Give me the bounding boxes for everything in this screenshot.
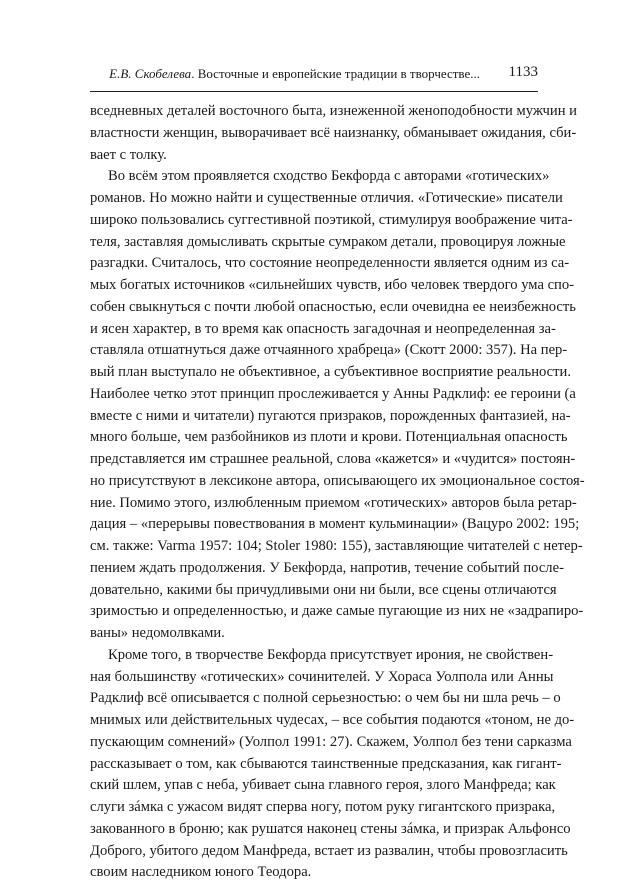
text-line: рассказывает о том, как сбываются таинственные предсказания, как гигант- — [90, 755, 562, 772]
text-line: Наиболее четко этот принцип прослеживается у Анны Радклиф: ее героини (а — [90, 385, 576, 402]
author-name: Е.В. Скобелева — [109, 66, 192, 81]
text-line: слуги зáмка с ужасом видят сперва ногу, потом руку гигантского призрака, — [90, 799, 556, 815]
text-line: вместе с ними и читатели) пугаются призраков, порожденных фантазией, на- — [90, 407, 571, 424]
paragraph — [90, 645, 575, 884]
text-line: романов. Но можно найти и существенные отличия. «Готические» писатели — [90, 190, 563, 206]
text-line: собен свыкнуться с почти любой опасностью, если очевидна ее неизбежность — [90, 298, 576, 315]
header-rule — [90, 91, 538, 92]
text-line: довательно, какими бы причудливыми они ни были, все сцены отличаются — [90, 581, 557, 598]
page-number: 1133 — [508, 64, 538, 80]
article-title: . Восточные и европейские традиции в творчестве... — [191, 66, 480, 81]
body-text — [90, 101, 585, 884]
running-header-title — [109, 66, 480, 82]
text-line: много больше, чем разбойников из плоти и крови. Потенциальная опасность — [90, 429, 568, 446]
text-line: закованного в броню; как рушатся наконец стены зáмка, и призрак Альфонсо — [90, 820, 571, 837]
text-line: но присутствуют в лексиконе автора, описывающего их эмоциональное состоя- — [90, 472, 585, 489]
text-line: теля, заставляя домысливать скрытые сумраком детали, провоцируя ложные — [90, 233, 566, 250]
text-line: вый план выступало не объективное, а субъективное восприятие реальности. — [90, 364, 571, 380]
text-line: ние. Помимо этого, излюбленным приемом «готических» авторов была ретар- — [90, 494, 577, 511]
text-line: ский шлем, упав с неба, убивает сына главного героя, злого Манфреда; как — [90, 777, 556, 794]
text-line: пускающим сомнений» (Уолпол 1991: 27). Скажем, Уолпол без тени сарказма — [90, 733, 572, 750]
running-header — [90, 64, 538, 86]
text-line: представляется им страшнее реальной, слова «кажется» и «чудится» постоян- — [90, 451, 576, 467]
paragraph — [90, 101, 577, 166]
text-line: см. также: Varma 1957: 104; Stoler 1980: 155), заставляющие читателей с нетер- — [90, 538, 583, 554]
text-line: ная большинству «готических» сочинителей. У Хораса Уолпола или Анны — [90, 668, 554, 685]
text-line: Доброго, убитого дедом Манфреда, встает из развалин, чтобы провозгласить — [90, 842, 568, 859]
text-line: и ясен характер, в то время как опасность загадочная и неопределенная за- — [90, 320, 556, 337]
text-line: мнимых или действительных чудесах, – все события подаются «тоном, не до- — [90, 712, 575, 728]
text-line: своим наследником юного Теодора. — [90, 864, 312, 881]
text-line: пением ждать продолжения. У Бекфорда, напротив, течение событий после- — [90, 559, 564, 576]
paragraph — [90, 166, 585, 645]
text-line: зримостью и определенностью, и даже самые пугающие из них не «задрапиро- — [90, 603, 584, 620]
text-line: вседневных деталей восточного быта, изнеженной женоподобности мужчин и — [90, 103, 577, 119]
text-line: ставляла отшатнуться даже отчаянного храбреца» (Скотт 2000: 357). На пер- — [90, 342, 568, 359]
text-line: мых богатых источников «сильнейших чувств, ибо человек твердого ума спо- — [90, 277, 575, 293]
text-line: Во всём этом проявляется сходство Бекфорда с авторами «готических» — [108, 168, 550, 185]
text-line: властности женщин, выворачивает всё наизнанку, обманывает ожидания, сби- — [90, 124, 577, 141]
text-line: Радклиф всё описывается с полной серьезностью: о чем бы ни шла речь – о — [90, 690, 561, 707]
text-line: широко пользовались суггестивной поэтикой, стимулируя воображение чита- — [90, 211, 573, 228]
text-line: Кроме того, в творчестве Бекфорда присутствует ирония, не свойствен- — [108, 646, 554, 663]
text-line: вает с толку. — [90, 146, 167, 163]
text-line: ваны» недомолвками. — [90, 625, 225, 641]
text-line: дация – «перерывы повествования в момент кульминации» (Вацуро 2002: 195; — [90, 516, 580, 533]
text-line: разгадки. Считалось, что состояние неопределенности является одним из са- — [90, 255, 570, 272]
